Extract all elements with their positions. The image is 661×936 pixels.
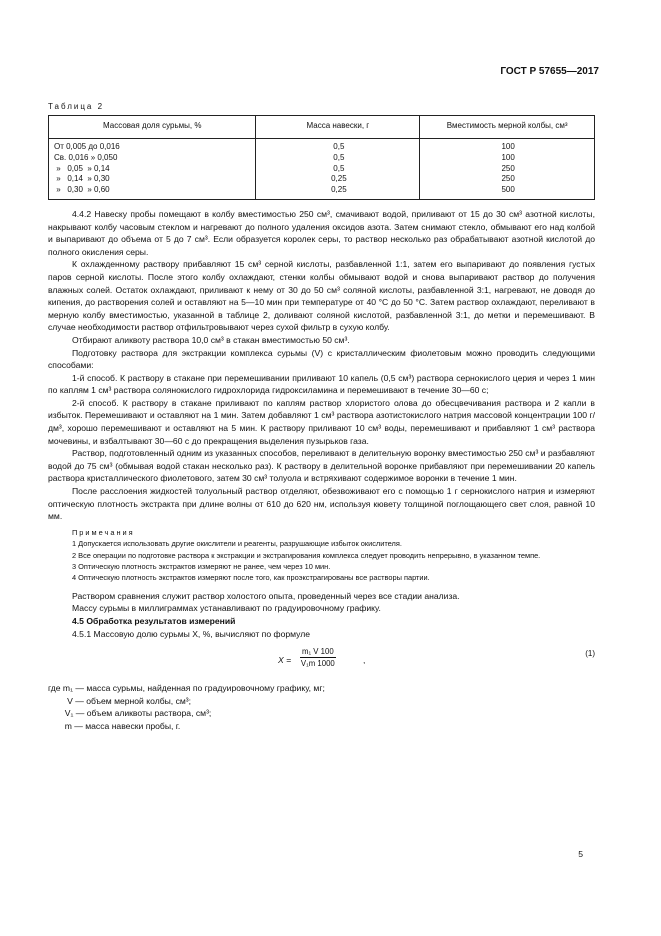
- table-cell: » 0,30 » 0,60: [54, 185, 110, 195]
- formula-fraction: [300, 646, 336, 669]
- table-cell: 250: [501, 174, 515, 184]
- paragraph: После расслоения жидкостей толуольный раствор отделяют, обезвоживают его с помощью 1 г сернокислого натрия и измеряют оптическую плотность экстракта при длине волны от 610 до 620 нм, используя кювету толщиной поглощающего свет слоя, равной 10 мм.: [48, 486, 595, 522]
- note-item: 3 Оптическую плотность экстрактов измеряют не ранее, чем через 10 мин.: [72, 562, 331, 572]
- table-row: [49, 138, 595, 199]
- definitions-list: [48, 682, 595, 732]
- table-cell: 0,25: [331, 174, 347, 184]
- table-cell: 250: [501, 163, 515, 173]
- document-header: ГОСТ Р 57655—2017: [500, 66, 599, 77]
- volume-cell: [420, 138, 595, 199]
- definition-item: V — объем мерной колбы, см³;: [48, 695, 192, 706]
- table-cell: 0,5: [333, 141, 345, 151]
- column-header: Массовая доля сурьмы, %: [49, 116, 256, 139]
- section-heading: 4.5 Обработка результатов измерений: [72, 616, 236, 627]
- paragraph: Подготовку раствора для экстракции комплекса сурьмы (V) с кристаллическим фиолетовым можно проводить следующими способами:: [48, 347, 595, 371]
- formula-denominator: V₁m 1000: [300, 659, 335, 669]
- range-cell: [49, 138, 256, 199]
- table-cell: 0,5: [333, 152, 345, 162]
- table-cell: 100: [501, 152, 515, 162]
- notes-block: [48, 527, 595, 584]
- paragraph: Раствор, подготовленный одним из указанных способов, переливают в делительную воронку вместимостью 250 см³ и разбавляют водой до 75 см³ (обмывая водой стакан несколько раз). К раствору в делительной воронке прибавляют при перемешивании 20 капель раствора кристаллического фиолетового, затем 30 см³ толуола и встряхивают содержимое воронки в течение 1 мин.: [48, 448, 595, 484]
- mass-cell: [256, 138, 420, 199]
- table-cell: 100: [501, 141, 515, 151]
- page-number: 5: [578, 849, 583, 859]
- table-header-row: [49, 116, 595, 139]
- data-table: [48, 115, 595, 200]
- definition-item: где m₁ — масса сурьмы, найденная по градуировочному графику, мг;: [48, 683, 325, 694]
- paragraph: Отбирают аликвоту раствора 10,0 см³ в стакан вместимостью 50 см³.: [72, 334, 350, 345]
- column-header: Масса навески, г: [256, 116, 420, 139]
- formula-numerator: m₁ V 100: [302, 647, 334, 657]
- column-header: Вместимость мерной колбы, см³: [420, 116, 595, 139]
- paragraph: Раствором сравнения служит раствор холостого опыта, проведенный через все стадии анализа.: [72, 590, 460, 601]
- table-caption: Таблица 2: [48, 101, 105, 111]
- table-cell: » 0,14 » 0,30: [54, 174, 110, 184]
- note-item: 4 Оптическую плотность экстрактов измеряют после того, как проэкстрагированы все растворы партии.: [72, 573, 430, 583]
- table-cell: 0,25: [331, 185, 347, 195]
- definition-item: m — масса навески пробы, г.: [48, 721, 181, 731]
- table-cell: Св. 0,016 » 0,050: [54, 152, 118, 162]
- formula: [48, 644, 595, 680]
- paragraph: 4.4.2 Навеску пробы помещают в колбу вместимостью 250 см³, смачивают водой, приливают от 15 до 30 см³ азотной кислоты, накрывают колбу часовым стеклом и нагревают до полного удаления оксидов азота. Затем снимают стекло, обмывают его над колбой и выпаривают до объема от 5 до 7 см³. Если образуется королек серы, то раствор несколько раз обрабатывают азотной кислотой до полного окисления серы.: [48, 208, 595, 257]
- table-cell: От 0,005 до 0,016: [54, 141, 120, 151]
- note-item: 2 Все операции по подготовке раствора к экстракции и экстрагирования комплекса следует проводить непрерывно, в указанном темпе.: [72, 550, 541, 560]
- paragraph: Массу сурьмы в миллиграммах устанавливают по градуировочному графику.: [72, 603, 381, 614]
- table-cell: 0,5: [333, 163, 345, 173]
- paragraph: 1-й способ. К раствору в стакане при перемешивании приливают 10 капель (0,5 см³) раствора сернокислого церия и через 1 мин по каплям 1 см³ раствора солянокислого гидрохлорида гидроксиламина и перемешивают в течение 30—60 с;: [48, 372, 595, 396]
- table-cell: 500: [501, 185, 515, 195]
- note-item: 1 Допускается использовать другие окислители и реагенты, разрушающие избыток окислителя.: [72, 539, 402, 549]
- formula-number: (1): [585, 649, 595, 659]
- notes-heading: Примечания: [72, 527, 135, 537]
- formula-suffix: ,: [363, 655, 366, 666]
- table-cell: » 0,05 » 0,14: [54, 163, 110, 173]
- definition-item: V₁ — объем аликвоты раствора, см³;: [48, 708, 212, 719]
- paragraph: 2-й способ. К раствору в стакане приливают по каплям раствор хлористого олова до обесцвечивания раствора и 2 капли в избыток. Перемешивают и оставляют на 1 мин. Затем добавляют 1 см³ раствора азотистокислого натрия массовой концентрации 100 г/дм³, хорошо перемешивают и оставляют на 5 мин. К раствору приливают 10 см³ воды, перемешивают и прибавляют 1 см³ раствора мочевины, и взбалтывают 30—60 с до прекращения выделения пузырьков газа.: [48, 397, 595, 446]
- paragraph: К охлажденному раствору прибавляют 15 см³ серной кислоты, разбавленной 1:1, затем его выпаривают до появления густых паров серной кислоты. После этого колбу охлаждают, стенки колбы обмывают водой и снова выпаривают раствор до получения влажных солей. Остаток охлаждают, приливают к нему от 30 до 50 см³ соляной кислоты, разбавленной 3:1, нагревают, не доводя до кипения, до растворения солей и оставляют на 5—10 мин при температуре от 40 °С до 50 °С. Затем раствор охлаждают, переливают в мерную колбу вместимостью, указанной в таблице 2, доливают соляной кислотой, разбавленной 3:1, до метки и перемешивают. В случае необходимости раствор отфильтровывают через сухой фильтр в сухую колбу.: [48, 259, 595, 333]
- formula-intro: 4.5.1 Массовую долю сурьмы X, %, вычисляют по формуле: [72, 628, 311, 639]
- formula-lhs: X =: [278, 655, 292, 666]
